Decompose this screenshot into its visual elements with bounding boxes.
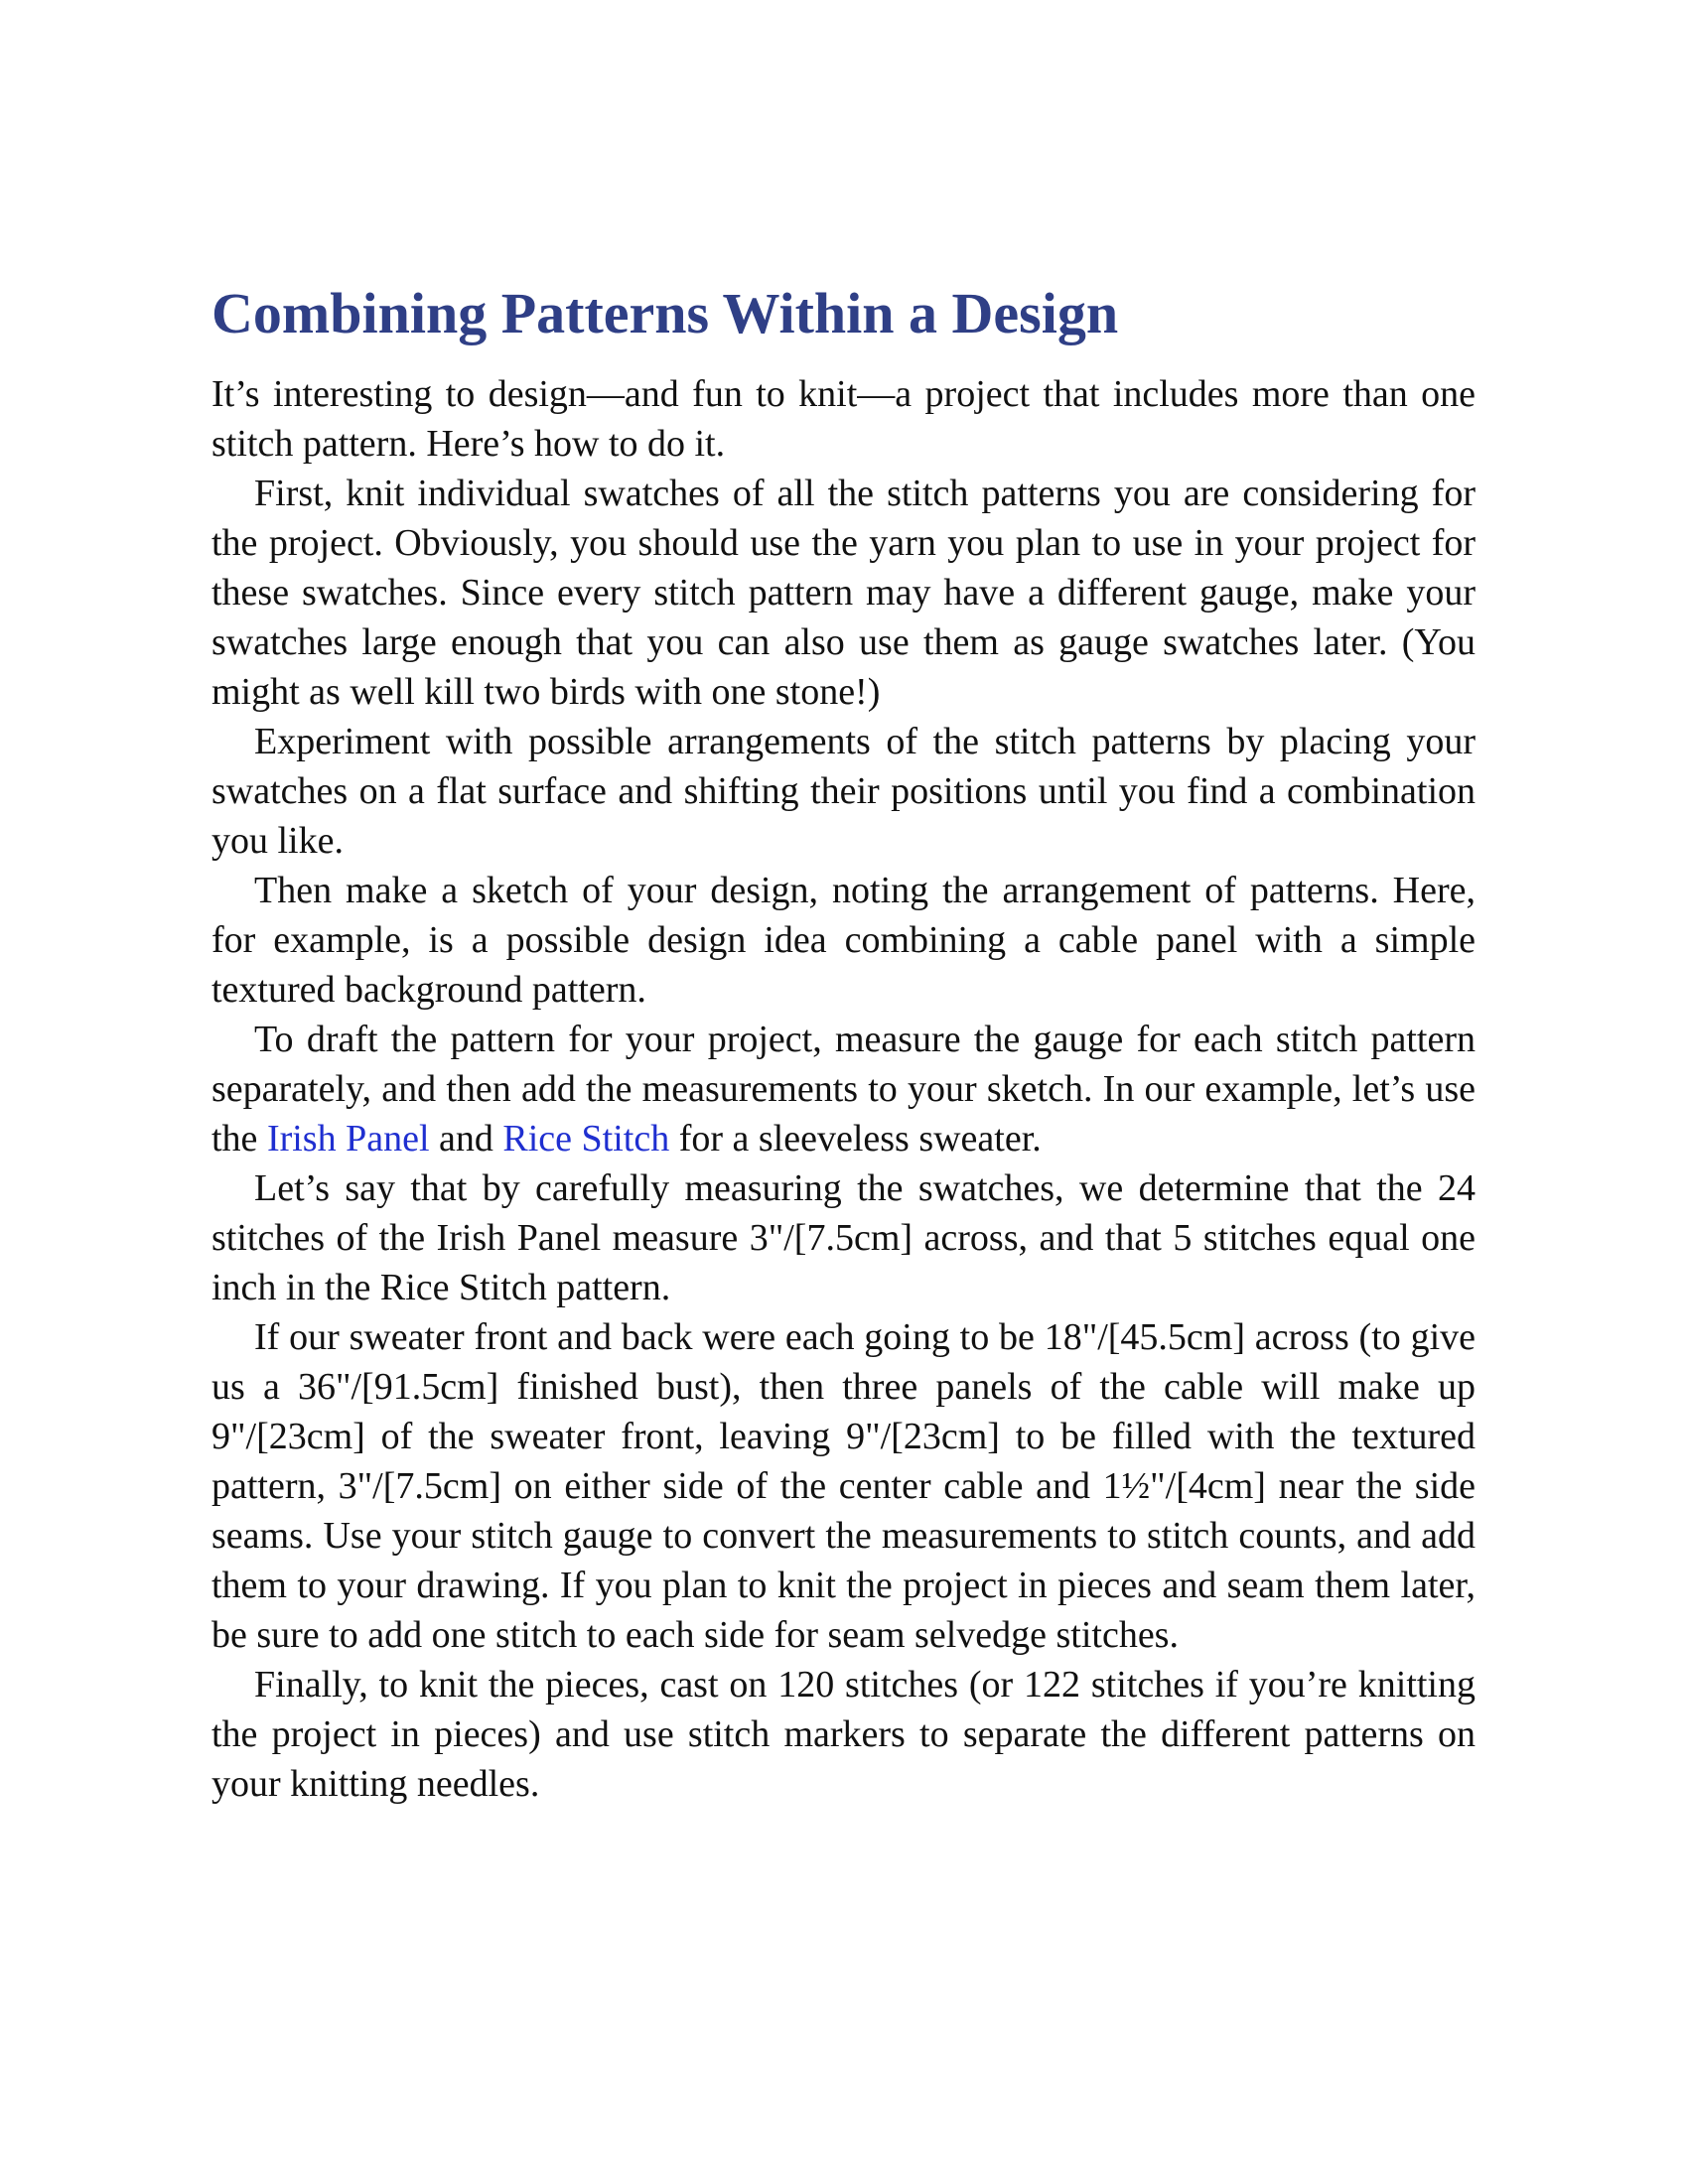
intro-paragraph: It’s interesting to design—and fun to knit—a project that includes more than one stitch pattern. Here’s how to do it.	[211, 372, 1476, 465]
draft-paragraph	[211, 1015, 1476, 1163]
draft-text-middle: and	[429, 1117, 503, 1160]
experiment-paragraph: Experiment with possible arrangements of the stitch patterns by placing your swatches on a flat surface and shifting their positions until you find a combination you like.	[211, 720, 1476, 862]
article	[211, 281, 1476, 1809]
rice-stitch-link[interactable]: Rice Stitch	[502, 1117, 670, 1160]
sketch-paragraph: Then make a sketch of your design, noting the arrangement of patterns. Here, for example, is a possible design idea combining a cable panel with a simple textured background pattern.	[211, 869, 1476, 1011]
measuring-paragraph: Let’s say that by carefully measuring the swatches, we determine that the 24 stitches of the Irish Panel measure 3"/[7.5cm] across, and that 5 stitches equal one inch in the Rice Stitch pattern.	[211, 1166, 1476, 1308]
calculation-paragraph: If our sweater front and back were each going to be 18"/[45.5cm] across (to give us a 36"/[91.5cm] finished bust), then three panels of the cable will make up 9"/[23cm] of the sweater front, leaving 9"/[23cm] to be filled with the textured pattern, 3"/[7.5cm] on either side of the center cable and 1½"/[4cm] near the side seams. Use your stitch gauge to convert the measurements to stitch counts, and add them to your drawing. If you plan to knit the project in pieces and seam them later, be sure to add one stitch to each side for seam selvedge stitches.	[211, 1315, 1476, 1656]
irish-panel-link[interactable]: Irish Panel	[266, 1117, 430, 1160]
cast-on-paragraph: Finally, to knit the pieces, cast on 120 stitches (or 122 stitches if you’re knitting the project in pieces) and use stitch markers to separate the different patterns on your knitting needles.	[211, 1663, 1476, 1805]
page-title: Combining Patterns Within a Design	[211, 281, 1119, 345]
draft-text-after: for a sleeveless sweater.	[669, 1117, 1042, 1160]
draft-text-before: To draft the pattern for your project, measure the gauge for each stitch pattern separately, and then add the measurements to your sketch. In our example, let’s use the	[211, 1018, 1476, 1160]
swatches-paragraph: First, knit individual swatches of all the stitch patterns you are considering for the project. Obviously, you should use the yarn you plan to use in your project for these swatches. Since every stitch pattern may have a different gauge, make your swatches large enough that you can also use them as gauge swatches later. (You might as well kill two birds with one stone!)	[211, 472, 1476, 713]
